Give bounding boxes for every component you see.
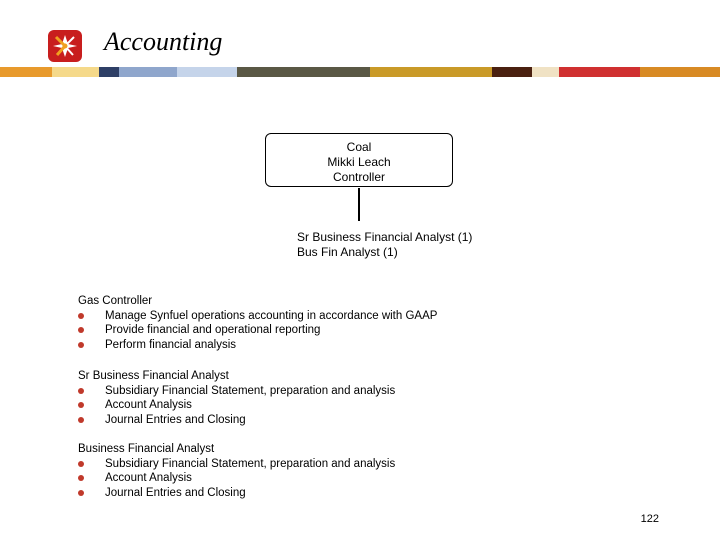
color-segment (52, 67, 99, 77)
compass-star-logo-icon (44, 26, 86, 66)
list-item (78, 471, 395, 486)
subordinate-role: Bus Fin Analyst (1) (297, 245, 398, 259)
list-item (78, 323, 437, 338)
color-segment (559, 67, 640, 77)
bullet-icon (78, 490, 84, 496)
list-item-text: Provide financial and operational reporting (105, 324, 321, 336)
section-heading: Business Financial Analyst (78, 443, 215, 455)
header-color-bar (0, 67, 720, 77)
bullet-icon (78, 388, 84, 394)
list-item-text: Journal Entries and Closing (105, 486, 246, 499)
color-segment (237, 67, 297, 77)
role-title: Controller (332, 170, 386, 184)
section-heading: Gas Controller (78, 295, 153, 307)
color-segment (0, 67, 52, 77)
list-item-text: Subsidiary Financial Statement, preparation and analysis (105, 384, 396, 397)
list-item (78, 338, 437, 353)
subordinate-roles (297, 230, 472, 260)
org-connector-line (358, 188, 360, 221)
page-title: Accounting (104, 27, 223, 56)
bullet-icon (78, 313, 84, 319)
list-item-text: Account Analysis (105, 399, 192, 411)
color-segment (532, 67, 559, 77)
list-item-text: Manage Synfuel operations accounting in accordance with GAAP (105, 309, 438, 322)
subordinate-role: Sr Business Financial Analyst (1) (297, 230, 473, 244)
bullet-icon (78, 342, 84, 348)
list-item (78, 486, 395, 501)
list-item (78, 309, 437, 324)
list-item-text: Subsidiary Financial Statement, preparation and analysis (105, 457, 396, 470)
section-business-financial-analyst (78, 442, 395, 500)
section-gas-controller (78, 294, 437, 352)
color-segment (297, 67, 370, 77)
list-item-text: Journal Entries and Closing (105, 413, 246, 426)
list-item-text: Perform financial analysis (105, 338, 237, 351)
color-segment (99, 67, 119, 77)
bullet-icon (78, 417, 84, 423)
bullet-icon (78, 475, 84, 481)
controller-box (265, 133, 453, 187)
color-segment (370, 67, 492, 77)
list-item (78, 384, 395, 399)
color-segment (119, 67, 177, 77)
color-segment (177, 67, 237, 77)
list-item-text: Account Analysis (105, 472, 192, 484)
section-sr-business-financial-analyst (78, 369, 395, 427)
bullet-icon (78, 461, 84, 467)
list-item (78, 398, 395, 413)
page-number: 122 (640, 513, 659, 525)
list-item (78, 413, 395, 428)
org-unit: Coal (346, 140, 372, 154)
person-name: Mikki Leach (327, 155, 391, 169)
section-heading: Sr Business Financial Analyst (78, 370, 229, 382)
color-segment (640, 67, 720, 77)
bullet-icon (78, 402, 84, 408)
color-segment (492, 67, 532, 77)
list-item (78, 457, 395, 472)
bullet-icon (78, 327, 84, 333)
